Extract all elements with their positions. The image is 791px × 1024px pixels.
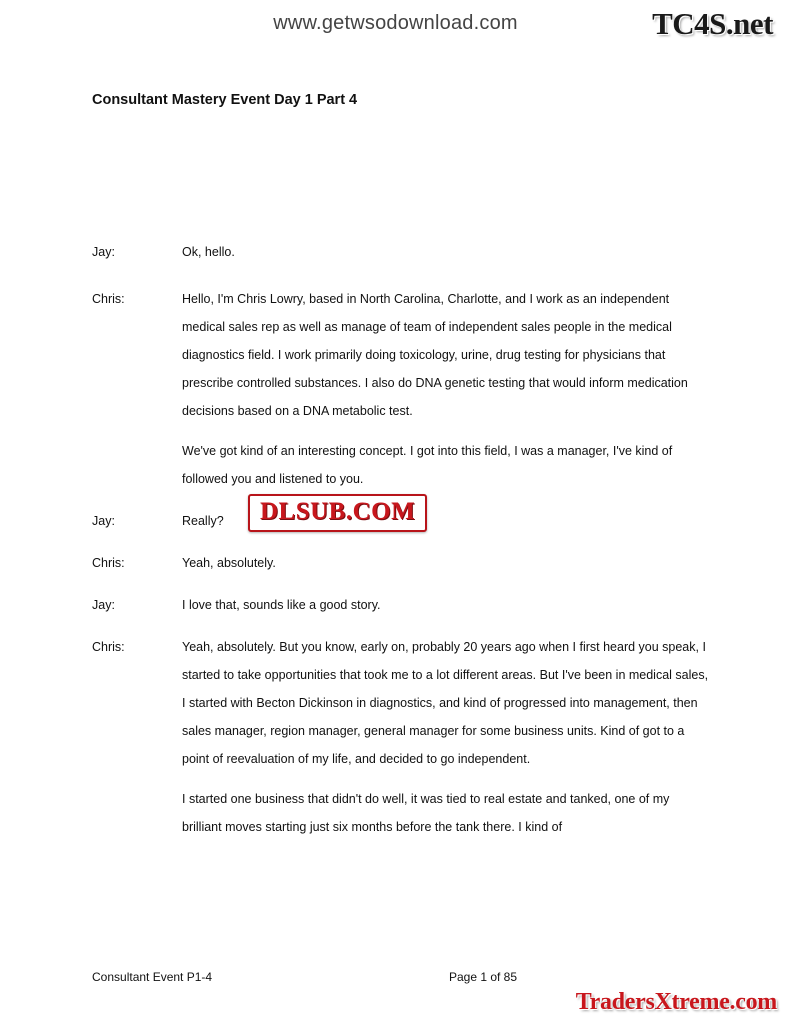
speaker-label: Chris: (92, 640, 125, 654)
page-title: Consultant Mastery Event Day 1 Part 4 (92, 92, 358, 108)
dlsub-watermark: DLSUB.COM (248, 494, 427, 532)
speaker-label: Jay: (92, 514, 115, 528)
speaker-lines (182, 238, 712, 266)
footer-page-number: Page 1 of 85 (448, 970, 518, 984)
transcript-body (92, 238, 712, 855)
speaker-label: Jay: (92, 245, 115, 259)
paragraph: Yeah, absolutely. But you know, early on, probably 20 years ago when I first heard you speak, I started to take opportunities that took me to a lot different areas. But I've been in medical sales, I started with Becton Dickinson in diagnostics, and kind of progressed into management, then sales manager, region manager, general manager for some business units. Kind of got to a point of reevaluation of my life, and decided to go independent. (182, 640, 709, 766)
footer-document-label: Consultant Event P1-4 (92, 970, 213, 984)
speaker-lines (182, 285, 712, 493)
transcript-turn (92, 549, 712, 577)
transcript-turn (92, 591, 712, 619)
paragraph: I started one business that didn't do well, it was tied to real estate and tanked, one of my brilliant moves starting just six months before the tank there. I kind of (182, 792, 670, 834)
paragraph: We've got kind of an interesting concept. I got into this field, I was a manager, I've kind of followed you and listened to you. (182, 444, 673, 486)
speaker-lines (182, 633, 712, 841)
tc4s-watermark: TC4S.net (652, 6, 773, 41)
transcript-turn (92, 238, 712, 266)
paragraph: Yeah, absolutely. (182, 556, 276, 570)
transcript-turn (92, 633, 712, 841)
paragraph: Hello, I'm Chris Lowry, based in North Carolina, Charlotte, and I work as an independent medical sales rep as well as manage of team of independent sales people in the medical diagnostics field. I work primarily doing toxicology, urine, drug testing for physicians that prescribe controlled substances. I also do DNA genetic testing that would inform medication decisions based on a DNA metabolic test. (182, 292, 688, 418)
speaker-label: Jay: (92, 598, 115, 612)
paragraph: I love that, sounds like a good story. (182, 598, 381, 612)
speaker-label: Chris: (92, 292, 125, 306)
tradersxtreme-watermark: TradersXtreme.com (575, 989, 777, 1015)
paragraph: Really? (182, 514, 224, 528)
speaker-lines (182, 591, 712, 619)
paragraph: Ok, hello. (182, 245, 235, 259)
transcript-turn (92, 285, 712, 493)
site-url-watermark: www.getwsodownload.com (273, 12, 518, 34)
speaker-label: Chris: (92, 556, 125, 570)
speaker-lines (182, 549, 712, 577)
